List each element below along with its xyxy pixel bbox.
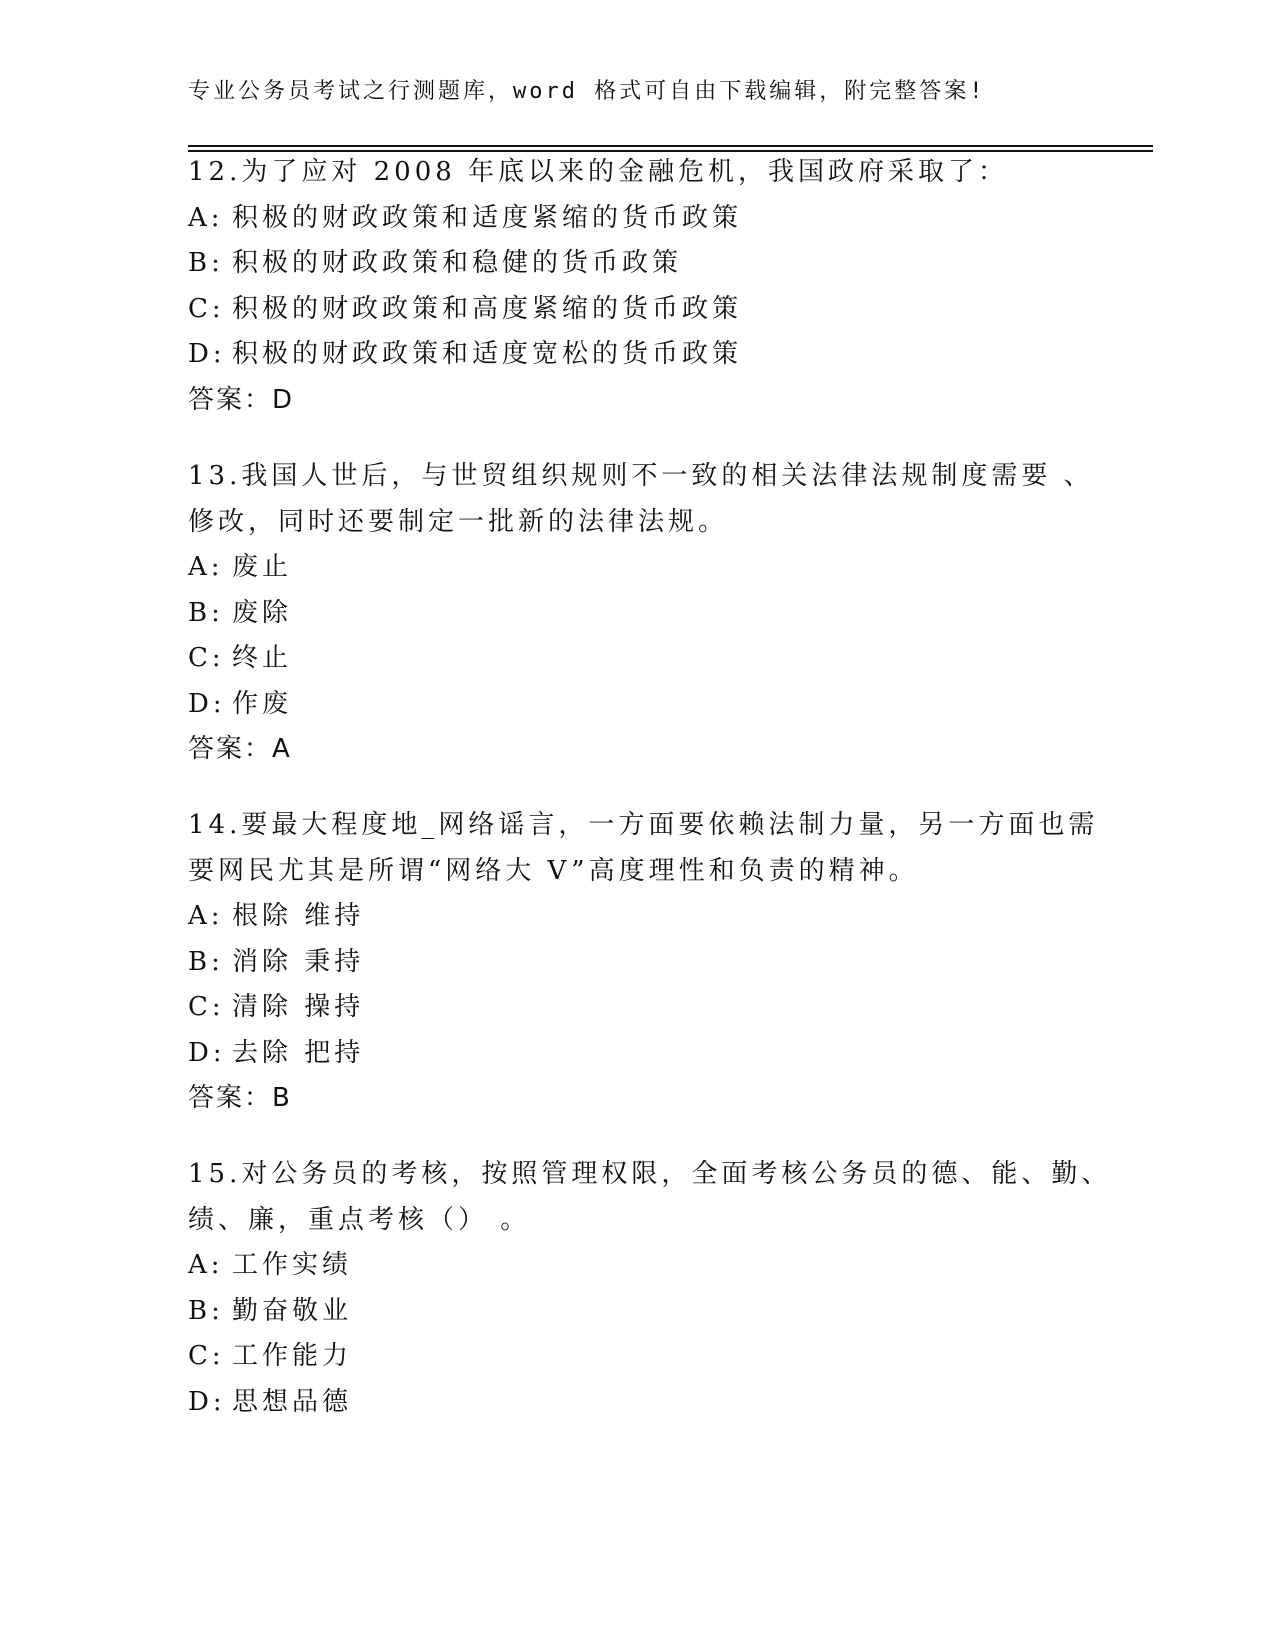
option-c <box>188 1334 1088 1380</box>
option-key: A: <box>188 552 224 582</box>
option-d <box>188 1031 1088 1077</box>
option-text: 根除 维持 <box>232 901 365 931</box>
option-text: 消除 秉持 <box>232 946 365 977</box>
question-stem-line: 13.我国人世后，与世贸组织规则不一致的相关法律法规制度需要 、 <box>188 461 1094 491</box>
option-text: 工作实绩 <box>232 1250 353 1280</box>
option-c <box>188 636 1088 682</box>
option-key: B: <box>188 1295 224 1326</box>
option-text: 积极的财政政策和高度紧缩的货币政策 <box>232 293 743 324</box>
option-b <box>188 1289 1088 1335</box>
option-a <box>188 1243 1088 1289</box>
question-stem-line: 14.要最大程度地_网络谣言，一方面要依赖法制力量，另一方面也需 <box>188 810 1099 840</box>
question-15 <box>188 1152 1112 1425</box>
option-key: B: <box>188 946 224 977</box>
option-b <box>188 591 1088 637</box>
option-d <box>188 1380 1088 1426</box>
option-key: D: <box>188 688 226 719</box>
option-text: 积极的财政政策和适度宽松的货币政策 <box>232 339 743 369</box>
question-stem-line: 要网民尤其是所谓“网络大 V”高度理性和负责的精神。 <box>188 855 919 886</box>
question-stem-line: 12.为了应对 2008 年底以来的金融危机，我国政府采取了： <box>188 157 1009 187</box>
option-key: A: <box>188 901 224 931</box>
option-key: C: <box>188 293 225 324</box>
option-key: D: <box>188 339 226 369</box>
option-text: 去除 把持 <box>232 1037 365 1068</box>
option-key: C: <box>188 1341 225 1371</box>
option-c <box>188 985 1088 1031</box>
option-key: C: <box>188 992 225 1022</box>
option-text: 思想品德 <box>232 1386 353 1417</box>
answer-line: 答案：A <box>188 734 292 764</box>
question-13 <box>188 454 1094 773</box>
option-key: D: <box>188 1037 226 1068</box>
answer-line: 答案：B <box>188 1083 292 1113</box>
option-key: D: <box>188 1386 226 1417</box>
header-rule-top <box>188 145 1153 147</box>
option-a <box>188 894 1088 940</box>
option-text: 作废 <box>232 688 293 719</box>
option-text: 积极的财政政策和稳健的货币政策 <box>232 248 683 278</box>
option-text: 废除 <box>232 597 293 628</box>
option-text: 工作能力 <box>232 1341 353 1371</box>
option-key: B: <box>188 248 224 278</box>
option-c <box>188 287 1088 333</box>
option-text: 积极的财政政策和适度紧缩的货币政策 <box>232 202 743 233</box>
question-12 <box>188 150 1088 423</box>
option-a <box>188 196 1088 242</box>
option-text: 清除 操持 <box>232 992 365 1022</box>
option-key: C: <box>188 643 225 673</box>
option-a <box>188 545 1088 591</box>
question-14 <box>188 803 1099 1122</box>
page-header: 专业公务员考试之行测题库，word 格式可自由下载编辑，附完整答案! <box>188 79 986 104</box>
option-text: 终止 <box>232 643 293 673</box>
question-stem-line: 修改，同时还要制定一批新的法律法规。 <box>188 506 729 537</box>
option-b <box>188 940 1088 986</box>
option-key: A: <box>188 202 224 233</box>
question-stem-line: 绩、廉，重点考核（） 。 <box>188 1204 531 1235</box>
question-stem-line: 15.对公务员的考核，按照管理权限，全面考核公务员的德、能、勤、 <box>188 1159 1112 1189</box>
answer-line: 答案：D <box>188 384 295 415</box>
option-key: A: <box>188 1250 224 1280</box>
option-d <box>188 332 1088 378</box>
option-b <box>188 241 1088 287</box>
option-text: 勤奋敬业 <box>232 1295 353 1326</box>
option-text: 废止 <box>232 552 293 582</box>
option-d <box>188 682 1088 728</box>
option-key: B: <box>188 597 224 628</box>
